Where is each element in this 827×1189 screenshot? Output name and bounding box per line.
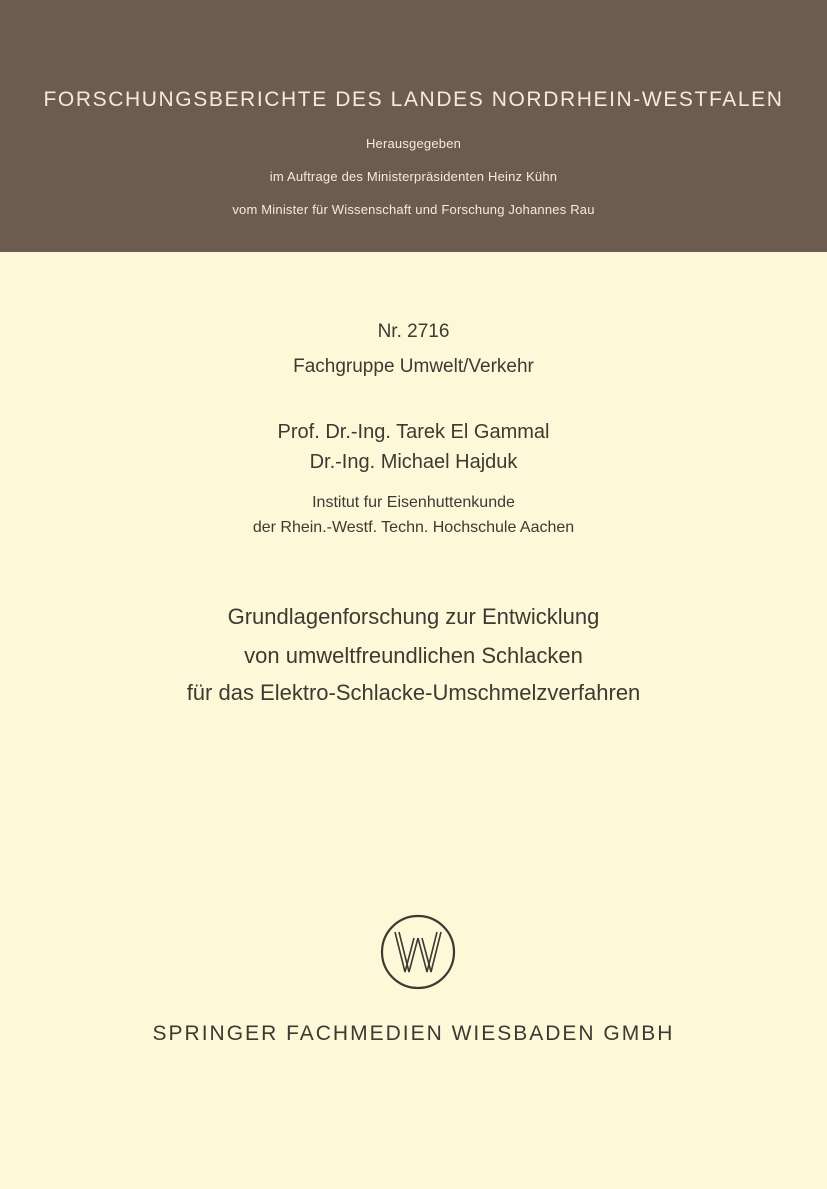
report-number: Nr. 2716 [377,321,450,342]
editor-line-1: Herausgegeben [365,136,462,151]
institute-line-2: der Rhein.-Westf. Techn. Hochschule Aachen [252,519,575,536]
title-line-2: von umweltfreundlichen Schlacken [244,643,583,668]
publisher-logo-icon [378,912,458,992]
institute-line-1: Institut fur Eisenhuttenkunde [312,494,515,511]
title-line-1: Grundlagenforschung zur Entwicklung [227,604,600,629]
report-group: Fachgruppe Umwelt/Verkehr [293,356,534,377]
author-1: Prof. Dr.-Ing. Tarek El Gammal [277,421,550,443]
series-title: FORSCHUNGSBERICHTE DES LANDES NORDRHEIN-WESTFALEN [43,88,784,111]
editor-line-3: vom Minister für Wissenschaft und Forschung Johannes Rau [232,202,595,217]
series-header-band [0,0,827,252]
title-line-3: für das Elektro-Schlacke-Umschmelzverfahren [186,680,641,705]
author-2: Dr.-Ing. Michael Hajduk [309,451,518,473]
publisher-name: SPRINGER FACHMEDIEN WIESBADEN GMBH [152,1022,675,1045]
editor-line-2: im Auftrage des Ministerpräsidenten Heinz Kühn [269,169,558,184]
